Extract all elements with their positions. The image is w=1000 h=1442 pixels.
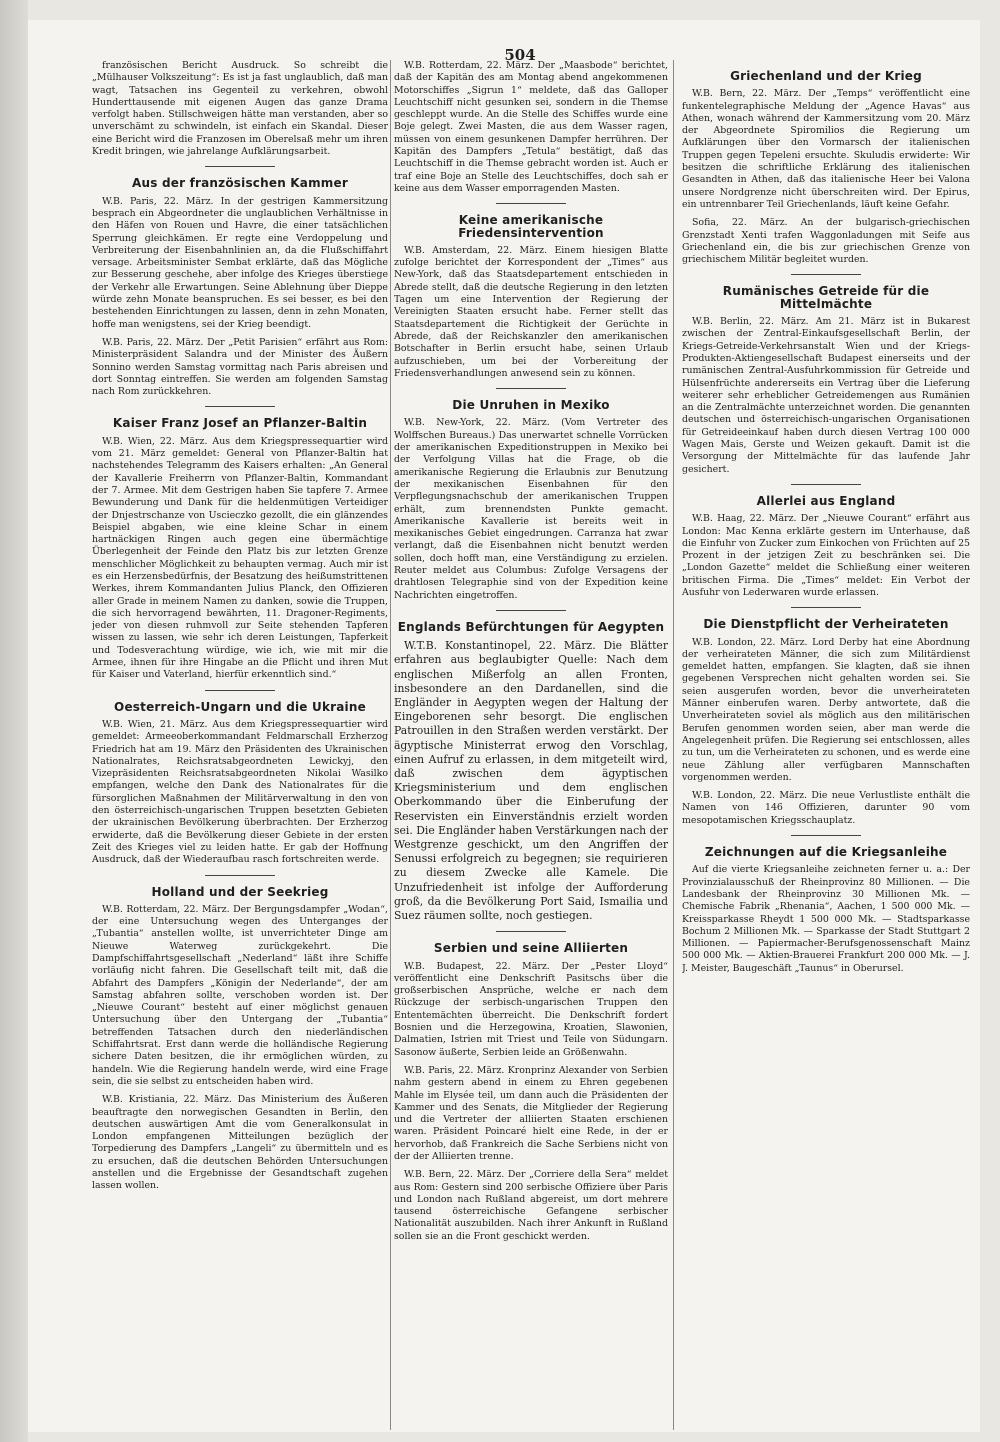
article-headline: Oesterreich-Ungarn und die Ukraine [114,699,366,714]
binding-edge [0,0,28,1442]
article-paragraph: W.B. Berlin, 22. März. Am 21. März ist in Bukarest zwischen der Zentral-Einkaufsgesellschaft Berlin, der Kriegs-Getreide-Verkehrsanstalt Wien und der Kriegs-Produkten-Aktiengesellschaft Budapest einerseits und der rumänischen Zentral-Ausfuhrkommission für Getreide und Hülsenfrüchte andererseits ein Vertrag über die Lieferung weiterer sehr erheblicher Getreidemengen aus Rumänien an die Zentralmächte unterzeichnet worden. Die genannten deutschen und österreichisch-ungarischen Organisationen für Getreideeinkauf haben durch diesen Vertrag 100 000 Wagen Mais, Gerste und Weizen gekauft. Damit ist die Versorgung der Mittelmächte für das laufende Jahr gesichert. [682,316,970,475]
article-paragraph: W.B. Paris, 22. März. Der „Petit Parisien“ erfährt aus Rom: Ministerpräsident Salandra und der Minister des Äußern Sonnino werden Samstag vormittag nach Paris abreisen und dort Sonntag eintreffen. Sie werden am folgenden Samstag nach Rom zurückkehren. [92,336,388,398]
article-paragraph: W.B. Paris, 22. März. Kronprinz Alexander von Serbien nahm gestern abend in einem zu Ehren gegebenen Mahle im Elysée teil, um dann auch die Präsidenten der Kammer und des Senats, die Mitglieder der Regierung und die Vertreter der alliierten Staaten erschienen waren. Präsident Poincaré hielt eine Rede, in der er hervorhob, daß Frankreich die Sache Serbiens nicht von der der Alliierten trenne. [394,1064,668,1162]
article-headline: Die Unruhen in Mexiko [452,398,610,413]
section-divider [496,610,566,611]
article-paragraph: französischen Bericht Ausdruck. So schreibt die „Mülhauser Volkszeitung“: Es ist ja fast unglaublich, daß man wagt, Tatsachen ins Gegenteil zu verkehren, obwohl Hunderttausende mit eigenen Augen das ganze Drama verfolgt haben. Stillschweigen hätte man verstanden, aber so unverschämt zu schwindeln, ist einfach ein Skandal. Dieser eine Bericht wird die Franzosen im Oberelsaß mehr um ihren Kredit bringen, wie jahrelange Aufklärungsarbeit. [92,60,388,158]
article-paragraph: W.B. Wien, 21. März. Aus dem Kriegspressequartier wird gemeldet: Armeeoberkommandant Feldmarschall Erzherzog Friedrich hat am 19. März den Präsidenten des Ukrainischen Nationalrates, Reichsratsabgeordneten Lewickyj, den Vizepräsidenten Reichsratsabgeordneten Nikolai Wasilko empfangen, welche den Dank des Nationalrates für die fürsorglichen Maßnahmen der Militärverwaltung in den von den österreichisch-ungarischen Truppen besetzten Gebieten der ukrainischen Bevölkerung überbrachten. Der Erzherzog erwiderte, daß die Bevölkerung dieser Gebiete in der ersten Zeit des Krieges viel zu leiden hatte. Er gab der Hoffnung Ausdruck, daß der Wiederaufbau rasch fortschreiten werde. [92,718,388,866]
section-divider [791,607,861,608]
next-page-edge [982,60,1000,1442]
article-paragraph: W.B. Kristiania, 22. März. Das Ministerium des Äußeren beauftragte den norwegischen Gesandten in Berlin, den deutschen auswärtigen Amt die vom Generalkonsulat in London empfangenen Mitteilungen bezüglich der Torpedierung des Dampfers „Langeli“ zu übermitteln und es zu ersuchen, daß die deutschen Behörden Untersuchungen anstellen und die Ergebnisse der Gesandtschaft zugehen lassen wollen. [92,1094,388,1192]
section-divider [496,931,566,932]
article-headline: Griechenland und der Krieg [730,69,922,83]
column-left [92,60,388,1430]
section-divider [496,388,566,389]
column-rule [673,60,674,1430]
article-paragraph: Auf die vierte Kriegsanleihe zeichneten ferner u. a.: Der Provinzialausschuß der Rheinprovinz 80 Millionen. — Die Landesbank der Rheinprovinz 30 Millionen Mk. — Chemische Fabrik „Rhenania“, Aachen, 1 500 000 Mk. — Kreissparkasse Rheydt 1 500 000 Mk. — Stadtsparkasse Bochum 2 Millionen Mk. — Sparkasse der Stadt Stuttgart 2 Millionen. — Papiermacher-Berufsgenossenschaft Mainz 500 000 Mk. — Aktien-Brauerei Frankfurt 200 000 Mk. — J. J. Meister, Baugeschäft „Taunus“ in Oberursel. [682,864,970,974]
article-headline: Keine amerikanische Friedensintervention [458,213,604,240]
article-paragraph: W.B. Haag, 22. März. Der „Nieuwe Courant“ erfährt aus London: Mac Kenna erklärte gestern im Unterhause, daß die Einfuhr von Zucker zum Einkochen von Früchten auf 25 Prozent in der jetzigen Zeit zu beschränken sei. Die „London Gazette“ meldet die Schließung einer weiteren britischen Firma. Die „Times“ meldet: Ein Verbot der Ausfuhr von Lederwaren wurde erlassen. [682,513,970,598]
article-paragraph: W.B. Amsterdam, 22. März. Einem hiesigen Blatte zufolge berichtet der Korrespondent der „Times“ aus New-York, daß das Staatsdepartement entschieden in Abrede stellt, daß die deutsche Regierung in den letzten Tagen um eine Intervention der Regierung der Vereinigten Staaten ersucht habe. Ferner stellt das Staatsdepartement die Richtigkeit der Gerüchte in Abrede, daß der Reichskanzler den amerikanischen Botschafter in Berlin ersucht habe, seinen Urlaub aufzuschieben, um bei der Vorbereitung der Friedensverhandlungen anwesend sein zu können. [394,244,668,379]
article-headline: Aus der französischen Kammer [132,176,348,191]
article-paragraph: W.B. Budapest, 22. März. Der „Pester Lloyd“ veröffentlicht eine Denkschrift Pasitschs über die großserbischen Ansprüche, welche er nach dem Rückzuge der serbisch-ungarischen Truppen den Ententemächten überreicht. Die Denkschrift fordert Bosnien und die Herzegowina, Kroatien, Slawonien, Dalmatien, Istrien mit Triest und Teile von Südungarn. Sasonow äußerte, Serbien leide an Größenwahn. [394,960,668,1058]
article-headline: Holland und der Seekrieg [151,884,329,899]
article-headline: Allerlei aus England [756,493,896,508]
article-paragraph: W.B. New-York, 22. März. (Vom Vertreter des Wolffschen Bureaus.) Das unerwartet schnelle Vorrücken der amerikanischen Expeditionstruppen in Mexiko bei der Verfolgung Villas hat die Frage, ob die amerikanische Regierung die Erlaubnis zur Benutzung der mexikanischen Eisenbahnen für den Verpflegungsnachschub der amerikanischen Truppen erhält, zum brennendsten Punkte gemacht. Amerikanische Kavallerie ist bereits weit in mexikanisches Gebiet eingedrungen. Carranza hat zwar verlangt, daß die Eisenbahnen nicht benutzt werden sollen, doch hofft man, eine Verständigung zu erzielen. Reuter meldet aus Columbus: Zufolge Versagens der drahtlosen Telegraphie sind von der Expedition keine Nachrichten eingetroffen. [394,417,668,601]
article-paragraph: W.B. Rotterdam, 22. März. Der Bergungsdampfer „Wodan“, der eine Untersuchung wegen des Unterganges der „Tubantia“ anstellen wollte, ist unverrichteter Dinge am Nieuwe Waterweg zurückgekehrt. Die Dampfschiffahrtsgesellschaft „Nederland“ läßt ihre Schiffe vorläufig nicht fahren. Die Gesellschaft teilt mit, daß die Abfahrt des Dampfers „Königin der Nederlande“, der am Samstag abfahren sollte, verschoben worden ist. Der „Nieuwe Courant“ besteht auf einer möglichst genauen Untersuchung über den Untergang der „Tubantia“ betreffenden Tatsachen durch den niederländischen Schiffahrtsrat. Erst dann werde die holländische Regierung sichere Daten besitzen, die ihr ermöglichen würden, zu handeln. Wie die Regierung handeln werde, wird eine Frage sein, die sie selbst zu entscheiden haben wird. [92,903,388,1087]
article-headline: Die Dienstpflicht der Verheirateten [703,617,949,632]
article-paragraph: W.B. London, 22. März. Lord Derby hat eine Abordnung der verheirateten Männer, die sich zum Militärdienst gemeldet hatten, empfangen. Sie klagten, daß sie ihnen gegebenen Versprechen nicht gehalten worden sei. Sie seien ausgerufen worden, bevor die unverheirateten Männer einberufen waren. Derby antwortete, daß die Unverheirateten soviel als möglich aus den militärischen Berufen genommen worden seien, aber man werde die Angelegenheit prüfen. Die Regierung sei entschlossen, alles zu tun, um die Verheirateten zu schonen, und es werde eine neue Zählung aller verfügbaren Mannschaften vorgenommen werden. [682,636,970,783]
column-middle [394,60,668,1430]
article-paragraph: W.T.B. Konstantinopel, 22. März. Die Blätter erfahren aus beglaubigter Quelle: Nach dem englischen Mißerfolg an allen Fronten, insbesondere an den Dardanellen, sind die Engländer in Aegypten wegen der Haltung der Eingeborenen sehr besorgt. Die englischen Patrouillen in den Straßen werden verstärkt. Der ägyptische Ministerrat erwog den Vorschlag, einen Aufruf zu erlassen, in dem mitgeteilt wird, daß zwischen dem ägyptischen Kriegsministerium und dem englischen Oberkommando über die Einberufung der Reservisten ein Einverständnis erzielt worden sei. Die Engländer haben Verstärkungen nach der Westgrenze geschickt, um den Angriffen der Senussi erfolgreich zu begegnen; sie requirieren zu diesem Zwecke alle Kamele. Die Unzufriedenheit ist infolge der Aufforderung groß, da die Bevölkerung Port Said, Ismailia und Suez räumen sollte, noch gestiegen. [394,639,668,923]
article-paragraph: W.B. Wien, 22. März. Aus dem Kriegspressequartier wird vom 21. März gemeldet: General von Pflanzer-Baltin hat nachstehendes Telegramm des Kaisers erhalten: „An General der Kavallerie Freiherrn von Pflanzer-Baltin, Kommandant der 7. Armee. Mit dem Gestrigen haben Sie tapfere 7. Armee Bewunderung und Dank für die heldenmütigen Verteidiger der Dnjestrschanze von Uscieczko gezollt, die ein glänzendes Beispiel abgaben, wie eine kleine Schar in einem hartnäckigen Ringen auch gegen eine übermächtige Überlegenheit der Feinde den Platz bis zur letzten Grenze menschlicher Möglichkeit zu behaupten vermag. Auch mir ist es ein Herzensbedürfnis, der Besatzung des heißumstrittenen Werkes, ihrem Kommandanten Julius Planck, den Offizieren aller Grade in meinem Namen zu danken, sowie die Truppen, die sich hervorragend bewährten, 11. Dragoner-Regiments, jeder von diesen ruhmvoll zur Seite stehenden Tapferen wissen zu lassen, wie sehr ich deren Leistungen, Tapferkeit und Todesverachtung würdige, wie ich, wie mit mir die Armee, ihnen für ihre Hingabe an die Pflicht und ihren Mut für Kaiser und Vaterland, hierfür erkenntlich sind.“ [92,435,388,681]
article-paragraph: W.B. Rotterdam, 22. März. Der „Maasbode“ berichtet, daß der Kapitän des am Montag abend angekommenen Motorschiffes „Sigrun 1“ meldete, daß das Galloper Leuchtschiff nicht gesunken sei, sondern in die Themse geschleppt wurde. An die Stelle des Schiffes wurde eine Boje gelegt. Zwei Masten, die aus dem Wasser ragen, müssen von einem gesunkenen Dampfer herrühren. Der Kapitän des Dampfers „Tetula“ bestätigt, daß das Leuchtschiff in die Themse gebracht worden ist. Auch er traf eine Boje an Stelle des Leuchtschiffes, doch sah er keine aus dem Wasser emporragenden Masten. [394,60,668,194]
section-divider [205,166,275,167]
section-divider [791,274,861,275]
page-number: 504 [504,46,536,64]
article-paragraph: Sofia, 22. März. An der bulgarisch-griechischen Grenzstadt Xenti trafen Waggonladungen mit Seife aus Griechenland ein, die bis zur griechischen Grenze von griechischem Militär begleitet wurden. [682,217,970,266]
article-paragraph: W.B. Bern, 22. März. Der „Corriere della Sera“ meldet aus Rom: Gestern sind 200 serbische Offiziere über Paris und London nach Rußland abgereist, um dort mehrere tausend österreichische Gefangene serbischer Nationalität auszubilden. Nach ihrer Ankunft in Rußland sollen sie an die Front geschickt werden. [394,1169,668,1242]
section-divider [205,690,275,691]
article-paragraph: W.B. Bern, 22. März. Der „Temps“ veröffentlicht eine funkentelegraphische Meldung der „Agence Havas“ aus Athen, wonach während der Kammersitzung vom 20. März der Abgeordnete Spiromilios die Regierung um Aufklärungen über den Vormarsch der italienischen Truppen gegen Tepeleni ersuchte. Skuludis erwiderte: Wir besitzen die schriftliche Erklärung des italienischen Gesandten in Athen, daß das italienische Heer bei Valona unsere Nordgrenze nicht überschreiten wird. Der Epirus, ein untrennbarer Teil Griechenlands, läuft keine Gefahr. [682,88,970,210]
article-headline: Serbien und seine Alliierten [433,941,629,956]
section-divider [205,875,275,876]
section-divider [205,406,275,407]
article-headline: Rumänisches Getreide für die Mittelmächte [722,284,930,311]
article-paragraph: W.B. London, 22. März. Die neue Verlustliste enthält die Namen von 146 Offizieren, darunter 90 vom mesopotamischen Kriegsschauplatz. [682,790,970,826]
section-divider [496,203,566,204]
section-divider [791,835,861,836]
article-paragraph: W.B. Paris, 22. März. In der gestrigen Kammersitzung besprach ein Abgeordneter die unglaublichen Verhältnisse in den Häfen von Rouen und Havre, die einer tatsächlichen Sperrung gleichkämen. Er regte eine Verdoppelung und Verbreiterung der Eisenbahnlinien an, da die Flußschiffahrt versage. Arbeitsminister Sembat erklärte, daß das Mögliche zur Besserung geschehe, aber infolge des Krieges überstiege der Verkehr alle Erwartungen. Seine Ablehnung über Dieppe würde zehn Monate beanspruchen. Es sei besser, es bei den bestehenden Einrichtungen zu lassen, denn in zehn Monaten, hoffe man wenigstens, sei der Krieg beendigt. [92,195,388,330]
section-divider [791,484,861,485]
article-headline: Zeichnungen auf die Kriegsanleihe [704,845,948,860]
column-rule [390,60,391,1430]
column-right [682,60,970,1430]
article-headline: Englands Befürchtungen für Aegypten [397,619,665,634]
article-headline: Kaiser Franz Josef an Pflanzer-Baltin [112,416,368,431]
